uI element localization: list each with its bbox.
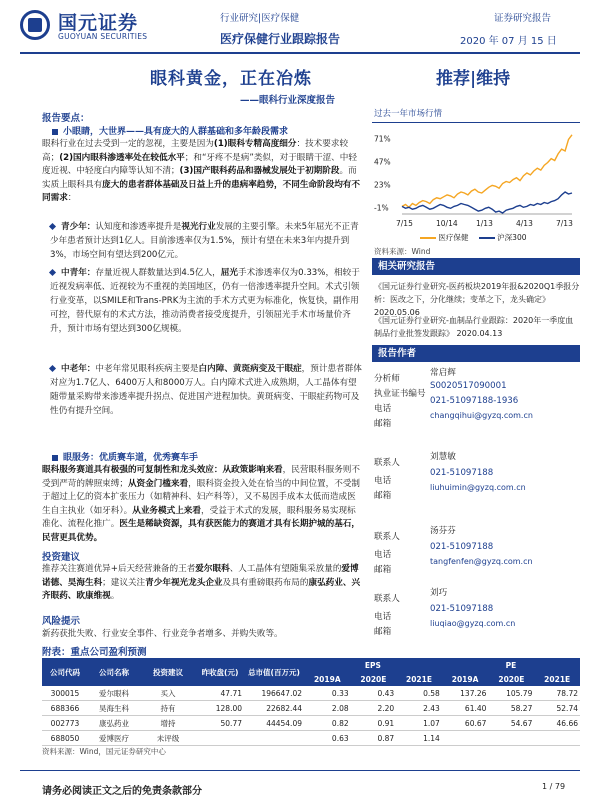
related-header: 相关研究报告	[372, 258, 580, 275]
table-cell: 002773	[50, 718, 80, 728]
author-header: 报告作者	[372, 345, 580, 362]
chart-header: 过去一年市场行情	[372, 106, 580, 123]
table-cell: 爱博医疗	[99, 733, 129, 743]
table-cell: 1.07	[423, 718, 440, 728]
chart-legend	[420, 232, 527, 243]
table-cell: 1.14	[423, 733, 440, 743]
table-cell: 持有	[160, 703, 176, 713]
table-cell: 增持	[160, 718, 176, 728]
analyst-card-1: 分析师 常启辉 执业证书编号 S0020517090001 电话 021-51097188-1936 邮箱 changqihui@gyzq.com.cn	[374, 368, 533, 429]
chart-source: 资料来源：Wind	[374, 247, 431, 256]
table-cell: 105.79	[506, 688, 533, 698]
th-pe: PE	[442, 658, 580, 672]
table-cell: 688050	[50, 733, 80, 743]
y-axis-ticks	[374, 135, 572, 214]
th-year: 2021E	[396, 672, 442, 686]
table-cell: 52.74	[556, 703, 578, 713]
y-tick-label: 47%	[374, 157, 391, 167]
x-tick-label: 4/13	[516, 219, 533, 228]
para-invest: 推荐关注赛道优异+后天经营兼备的王者爱尔眼科、人工晶体有望随集采放量的爱博诺德、昊海生科；建议关注青少年视光龙头企业及具有重磅眼药布局的康弘药业、兴齐眼药、欧康维视。	[42, 564, 361, 602]
table-cell: 2.43	[423, 703, 440, 713]
table-cell: 买入	[160, 688, 176, 698]
report-type: 证券研究报告	[494, 13, 552, 24]
table-row	[42, 731, 580, 746]
table-cell: 2.08	[331, 703, 349, 713]
table-cell: 50.77	[220, 718, 242, 728]
table-cell	[196, 731, 244, 746]
th-eps: EPS	[304, 658, 442, 672]
th-year: 2020E	[488, 672, 534, 686]
table-source: 资料来源：Wind，国元证券研究中心	[42, 747, 166, 756]
diamond-icon	[49, 365, 56, 372]
page-title: 眼科黄金，正在冶炼	[150, 69, 312, 89]
table-cell: 22682.44	[266, 703, 302, 713]
analyst-card-4: 联系人 刘巧 电话 021-51097188 邮箱 liuqiao@gyzq.com.cn	[374, 588, 516, 637]
logo-text-cn: 国元证券	[58, 12, 139, 34]
table-cell: 78.72	[556, 688, 578, 698]
legend-label-csi300: 沪深300	[497, 233, 527, 242]
diamond-icon	[49, 269, 56, 276]
company-logo	[20, 8, 172, 44]
th-advice: 投资建议	[140, 658, 196, 686]
table-cell: 58.27	[510, 703, 533, 713]
para-industry-intro: 眼科行业在过去受到一定的忽视，主要是因为(1)眼科专精高度细分：技术要求较高；(2)国内眼科渗透率处在较低水平；和“牙疼不是病”类似，对于眼睛干涩、中轻度近视、中轻度白内障等认知不清；(3)国产眼科药品和器械发展处于初期阶段。而实质上眼科具有庞大的患者群体基础及日益上升的患病率趋势，不同生命阶段均有不同需求：	[42, 139, 360, 204]
table-cell: 196647.02	[261, 688, 302, 698]
th-year: 2020E	[351, 672, 397, 686]
table-cell: 0.87	[377, 733, 395, 743]
related-report-2: 《国元证券行业研究-血制品行业跟踪：2020年一季度血制品行业批签发跟踪》 2020.04.13	[374, 316, 574, 338]
th-name: 公司名称	[88, 658, 140, 686]
y-tick-label: 23%	[374, 180, 391, 190]
th-close: 昨收盘(元)	[196, 658, 244, 686]
related-report-1: 《国元证券行业研究-医药板块2019年报&2020Q1季报分析：医改之下，分化继续；变革之下，龙头确定》 2020.05.06	[374, 282, 580, 317]
th-code: 公司代码	[42, 658, 88, 686]
th-mktcap: 总市值(百万元)	[244, 658, 304, 686]
x-tick-label: 7/15	[396, 219, 413, 228]
bullet-eye-service	[52, 450, 198, 463]
table-cell	[534, 731, 580, 746]
table-cell: 未评级	[156, 733, 180, 743]
table-cell: 康弘药业	[99, 718, 129, 728]
table-cell	[442, 731, 489, 746]
diamond-icon	[49, 223, 56, 230]
page-subtitle: ——眼科行业深度报告	[240, 95, 336, 106]
logo-icon	[20, 10, 50, 40]
bullet-square-icon	[52, 129, 58, 135]
y-tick-label: 71%	[374, 134, 391, 144]
table-cell: 47.71	[220, 688, 242, 698]
bullet-text: 小眼睛，大世界——具有庞大的人群基础和多年龄段需求	[63, 127, 289, 137]
report-date: 2020 年 07 月 15 日	[460, 36, 557, 47]
table-row	[42, 686, 580, 701]
earnings-table	[42, 658, 580, 746]
table-cell: 0.82	[331, 718, 349, 728]
risk-text: 新药获批失败、行业安全事件、行业竞争者增多、并购失败等。	[42, 629, 283, 639]
table-cell: 2.20	[377, 703, 395, 713]
risk-heading: 风险提示	[42, 616, 81, 627]
table-header-row	[42, 658, 580, 672]
footer-divider	[20, 770, 580, 771]
table-cell	[244, 731, 304, 746]
legend-swatch-csi300	[479, 237, 495, 239]
table-cell: 128.00	[215, 703, 242, 713]
table-cell: 爱尔眼科	[99, 688, 129, 698]
table-cell: 44454.09	[266, 718, 302, 728]
para-elder: 中老年：中老年常见眼科疾病主要是白内障、黄斑病变及干眼症，预计患者群体对应为1.7亿人、6400万人和8000万人。白内障术式进入成熟期，人工晶体有望随带量采购带来渗透率提升拐点、促进国产进程加快。黄斑病变、干眼症药物可及性仍有提升空间。	[50, 364, 362, 416]
table-cell: 60.67	[464, 718, 487, 728]
footer-disclaimer: 请务必阅读正文之后的免责条款部分	[42, 786, 202, 797]
report-category: 行业研究|医疗保健	[220, 13, 300, 24]
table-cell: 0.43	[377, 688, 395, 698]
table-cell: 61.40	[464, 703, 487, 713]
table-row	[42, 716, 580, 731]
analyst-card-3: 联系人 汤芬芬 电话 021-51097188 邮箱 tangfenfen@gyzq.com.cn	[374, 526, 533, 575]
th-year: 2019A	[304, 672, 351, 686]
header-divider	[20, 52, 580, 54]
th-year: 2019A	[442, 672, 489, 686]
table-cell: 0.63	[331, 733, 349, 743]
x-tick-label: 10/14	[436, 219, 458, 228]
x-axis-ticks	[396, 219, 573, 228]
table-cell: 300015	[50, 688, 80, 698]
invest-heading: 投资建议	[42, 552, 81, 563]
x-tick-label: 7/13	[556, 219, 573, 228]
table-row	[42, 701, 580, 716]
bullet-small-eyes	[52, 124, 288, 137]
chart-series	[402, 135, 572, 213]
rating-badge: 推荐|维持	[436, 69, 511, 89]
summary-heading: 报告要点：	[42, 113, 90, 124]
bullet-text: 眼服务：优质赛车道，优秀赛车手	[63, 453, 199, 463]
y-tick-label: -1%	[374, 203, 389, 213]
table-cell	[488, 731, 534, 746]
logo-text-en: GUOYUAN SECURITIES	[58, 32, 148, 41]
page-number: 1 / 79	[542, 782, 566, 791]
table-cell: 688366	[50, 703, 80, 713]
bullet-square-icon	[52, 455, 58, 461]
para-eye-service: 眼科服务赛道具有极强的可复制性和龙头效应：从政策影响来看，民营眼科服务则不受到严苛的牌照束缚；从资金门槛来看，眼科资金投入处在恰当的中间位置，不受制于超过上亿的资本扩张压力（如精神科、妇产科等），又不易因手成本太低而造成医生自主执业（如牙科）。从业务模式上来看，受益于术式的发展，眼科服务易实现标准化、流程化推广。医生是稀缺资源，具有获医能力的赛道才具有长期护城的基石，民营更具优势。	[42, 465, 361, 543]
table-cell: 54.67	[510, 718, 533, 728]
table-cell: 0.58	[423, 688, 440, 698]
analyst-card-2: 联系人 刘慧敏 电话 021-51097188 邮箱 liuhuimin@gyzq.com.cn	[374, 452, 526, 501]
table-cell: 昊海生科	[99, 703, 129, 713]
table-cell: 0.91	[377, 718, 395, 728]
table-cell: 46.66	[556, 718, 578, 728]
table-cell: 0.33	[331, 688, 349, 698]
legend-label-healthcare: 医疗保健	[438, 233, 469, 242]
series-line-0	[402, 135, 572, 208]
para-midage: 中青年：存量近视人群数量达到4.5亿人，屈光手术渗透率仅为0.33%，相较于近视发病率低、近视较为不重视的美国地区，仍有一倍渗透率提升空间。术式引领行业变革，以SMILE和Trans-PRK为主流的手术方式更为标准化，恢复快，副作用可控，替代原有的术式方法，推动消费者接受度提升，引领屈光手术市场量价齐升，预计市场有望达到300亿规模。	[50, 268, 360, 334]
table-title: 附表：重点公司盈利预测	[42, 647, 147, 658]
legend-swatch-healthcare	[420, 237, 436, 239]
th-year: 2021E	[534, 672, 580, 686]
para-teen: 青少年：认知度和渗透率提升是视光行业发展的主要引擎。未来5年屈光不正青少年患者预计达到1亿人。目前渗透率仅为1.5%，预计有望在未来3年内提升到3%，市场空间有望达到200亿元。	[50, 222, 359, 260]
market-chart	[372, 124, 580, 232]
report-series-title: 医疗保健行业跟踪报告	[220, 32, 341, 46]
x-tick-label: 1/13	[476, 219, 493, 228]
table-cell: 137.26	[460, 688, 487, 698]
